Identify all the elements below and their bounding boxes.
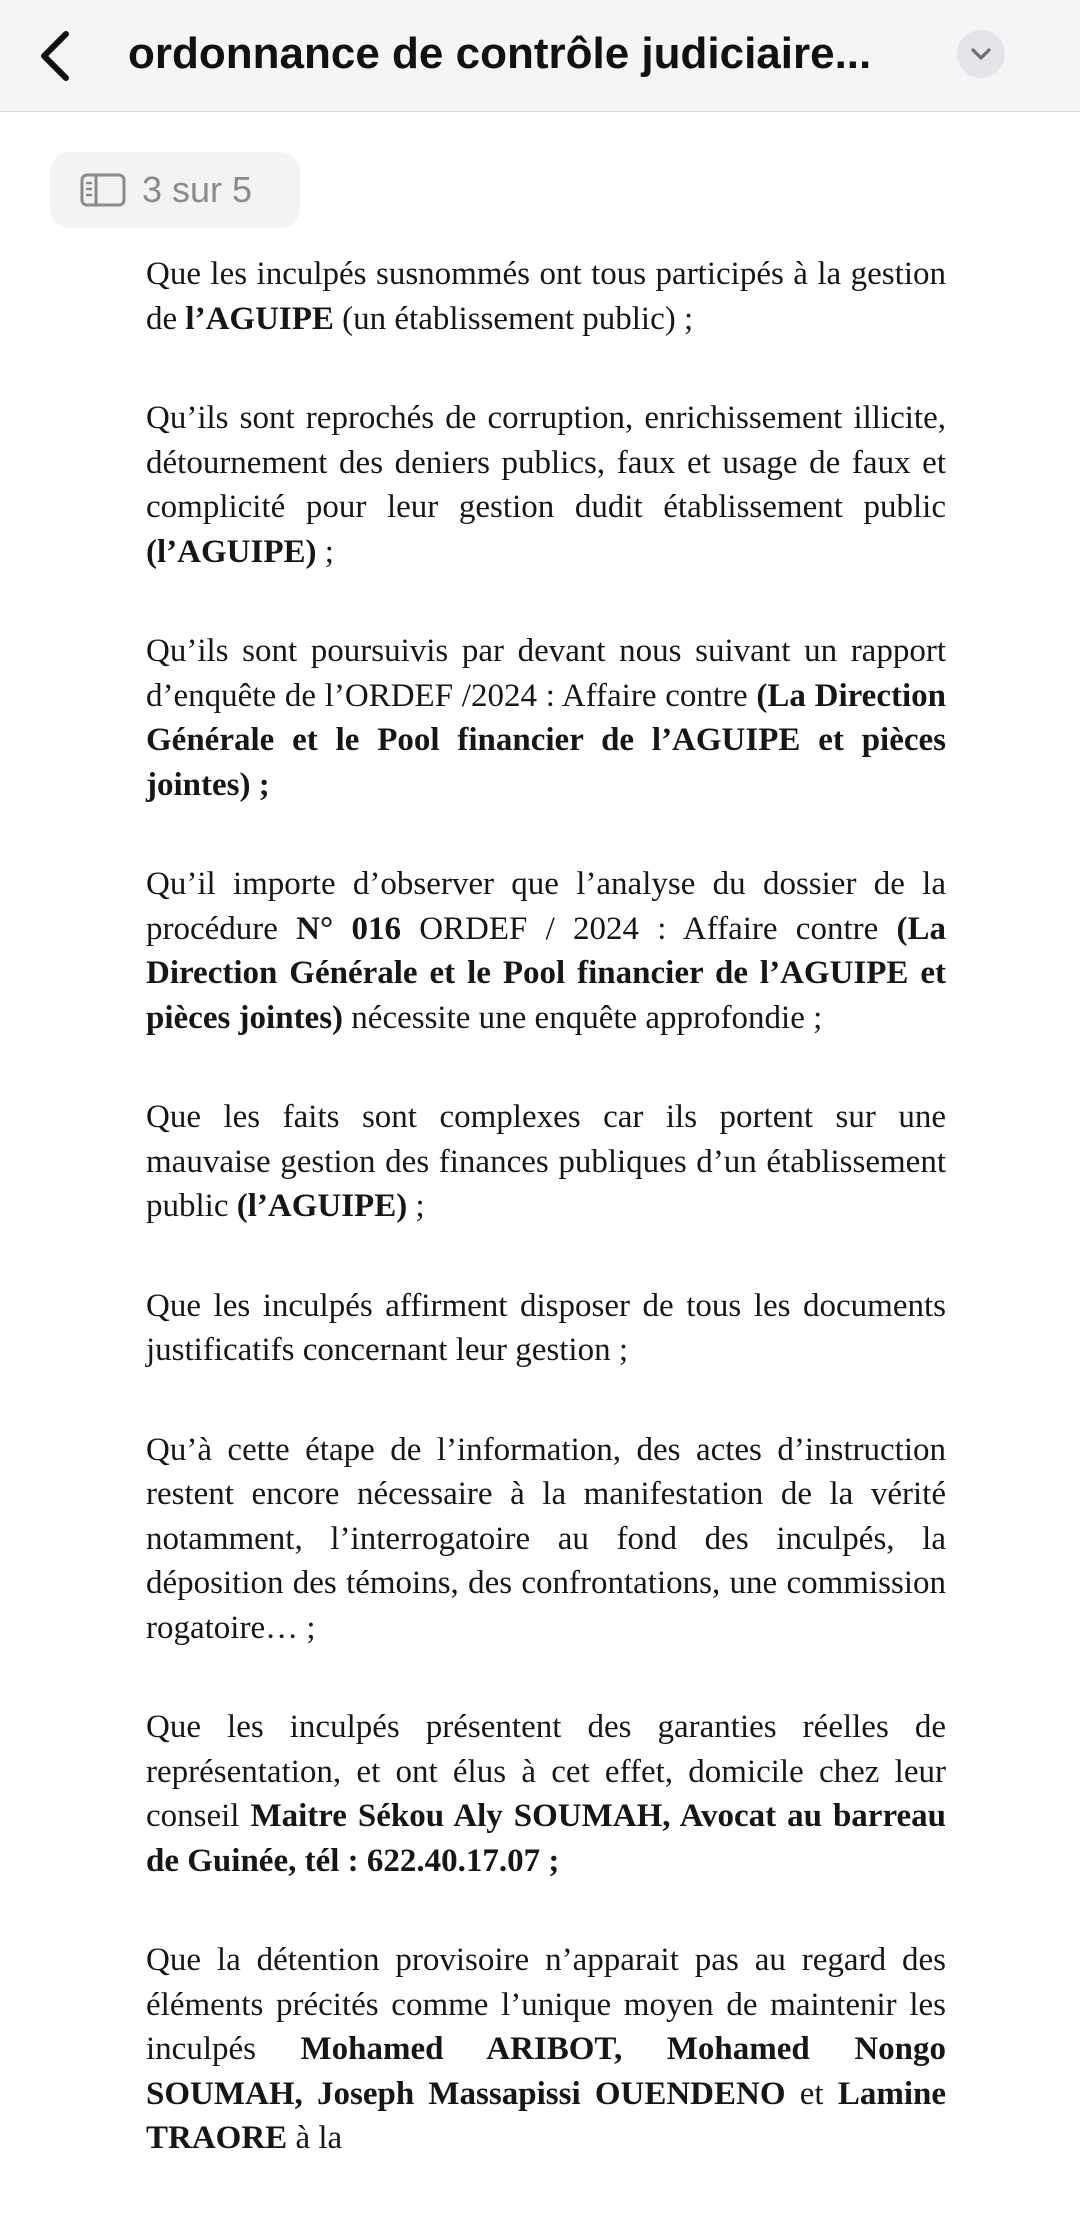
text-run: Que les inculpés susnommés ont tous participés à la gestion de [146, 256, 946, 337]
bold-text: Lamine TRAORE [146, 2075, 946, 2156]
text-run: à la [287, 2120, 343, 2156]
bold-text: l’AGUIPE [185, 300, 334, 337]
bold-text: (l’AGUIPE) [146, 533, 317, 570]
text-run: ; [407, 1188, 425, 1224]
text-run: Qu’ils sont poursuivis par devant nous suivant un rapport d’enquête de l’ORDEF /2024 : Affaire contre [146, 633, 946, 714]
text-run: Que la détention provisoire n’apparait pas au regard des éléments précités comme l’unique moyen de maintenir les inculpés [146, 1942, 946, 2067]
document-paragraph [146, 252, 946, 341]
bold-text: (La Direction Générale et le Pool financier de l’AGUIPE et pièces jointes) [146, 910, 946, 1036]
bold-text: (l’AGUIPE) [236, 1188, 408, 1224]
document-paragraph [146, 1938, 946, 2161]
document-paragraph [146, 629, 946, 807]
page-indicator-label: 3 sur 5 [142, 169, 253, 210]
text-run: Qu’ils sont reprochés de corruption, enrichissement illicite, détournement des deniers publics, faux et usage de faux et complicité pour leur gestion dudit établissement public [146, 400, 946, 525]
text-run: Qu’à cette étape de l’information, des actes d’instruction restent encore nécessaire à la manifestation de la vérité notamment, l’interrogatoire au fond des inculpés, la déposition des témoins, des confrontations, une commission rogatoire… ; [146, 1431, 946, 1646]
text-run: Que les faits sont complexes car ils portent sur une mauvaise gestion des finances publiques d’un établissement public [146, 1099, 946, 1224]
top-bar [0, 0, 1080, 112]
text-run: (un établissement public) ; [333, 300, 694, 337]
chevron-left-icon [36, 28, 76, 84]
document-paragraph [146, 1284, 946, 1373]
text-run: ORDEF / 2024 : Affaire contre [400, 910, 897, 947]
text-run: Qu’il importe d’observer que l’analyse du dossier de la procédure [146, 866, 946, 947]
document-paragraph [146, 1095, 946, 1229]
bold-text: Maitre Sékou Aly SOUMAH, Avocat au barreau de Guinée, tél : 622.40.17.07 ; [146, 1798, 946, 1879]
sidebar-icon [80, 173, 126, 207]
document-paragraph [146, 862, 946, 1040]
bold-text: Mohamed ARIBOT, Mohamed Nongo SOUMAH, Joseph Massapissi OUENDENO [146, 2031, 946, 2112]
bold-text: N° 016 [296, 910, 401, 947]
text-run: Que les inculpés affirment disposer de tous les documents justificatifs concernant leur gestion ; [146, 1287, 946, 1368]
text-run: Que les inculpés présentent des garanties réelles de représentation, et ont élus à cet effet, domicile chez leur conseil [146, 1709, 946, 1834]
document-paragraph [146, 1705, 946, 1883]
document-page [146, 252, 946, 2216]
document-title: ordonnance de contrôle judiciaire... [128, 29, 872, 78]
text-run: et [785, 2075, 838, 2112]
document-paragraph [146, 1428, 946, 1651]
bold-text: (La Direction Générale et le Pool financier de l’AGUIPE et pièces jointes) ; [146, 677, 946, 803]
text-run: ; [316, 533, 334, 570]
title-menu-button[interactable] [957, 30, 1005, 78]
back-button[interactable] [24, 22, 88, 90]
document-paragraph [146, 396, 946, 574]
page-indicator[interactable] [50, 152, 300, 228]
text-run: nécessite une enquête approfondie ; [343, 999, 823, 1036]
chevron-down-icon [969, 46, 993, 62]
